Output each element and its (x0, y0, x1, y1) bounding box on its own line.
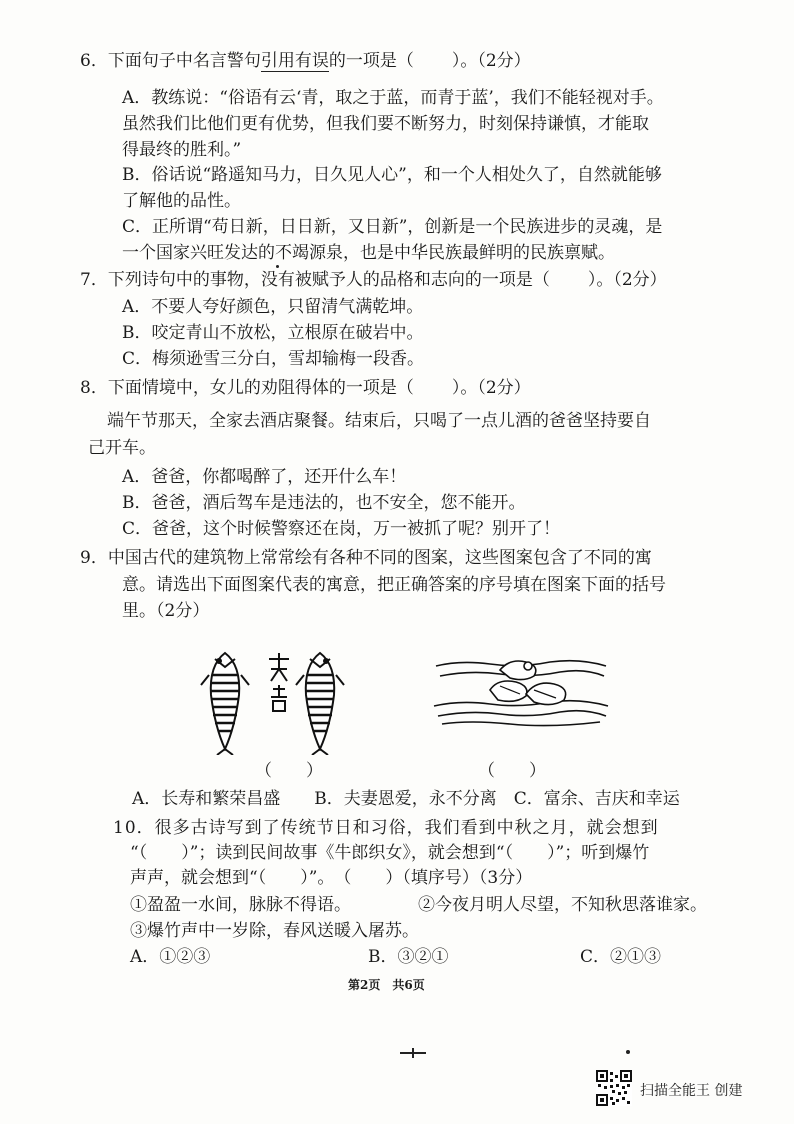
q9-stem-line2: 意。请选出下面图案代表的寓意，把正确答案的序号填在图案下面的括号 (122, 575, 666, 595)
right-fish (296, 653, 344, 755)
qr-code-icon (596, 1070, 632, 1106)
q9-answer-paren-1[interactable]: （ ） (255, 761, 323, 781)
q8-passage-line1: 端午节那天，全家去酒店聚餐。结束后，只喝了一点儿酒的爸爸坚持要自 (107, 411, 651, 431)
q8-stem: 8．下面情境中，女儿的劝阻得体的一项是（ ）。（2分） (80, 378, 531, 398)
q10-stem-line2: “（ ）”；读到民间故事《牛郎织女》，就会想到“（ ）”；听到爆竹 (130, 843, 650, 863)
q7-option-c: C．梅须逊雪三分白，雪却输梅一段香。 (122, 349, 425, 369)
mandarin-ducks-pattern-image (430, 650, 610, 730)
scanner-brand-label: 扫描全能王 创建 (640, 1083, 743, 1099)
q9-options: A．长寿和繁荣昌盛 B．夫妻恩爱，永不分离 C．富余、吉庆和幸运 (132, 789, 680, 809)
left-fish (201, 653, 249, 755)
q6-stem: 6．下面句子中名言警句引用有误的一项是（ ）。（2分） (80, 51, 531, 71)
q8-option-c: C．爸爸，这个时候警察还在岗，万一被抓了呢？别开了！ (122, 519, 561, 539)
q10-option-b: B．③②① (368, 947, 449, 967)
q6-option-a-line1: A．教练说：“俗语有云‘青，取之于蓝，而青于蓝’，我们不能轻视对手。 (122, 88, 664, 108)
q6-option-c-line1: C．正所谓“苟日新，日日新，又日新”，创新是一个民族进步的灵魂，是 (122, 217, 663, 237)
q7-option-a: A．不要人夸好颜色，只留清气满乾坤。 (122, 297, 424, 317)
q8-option-a: A．爸爸，你都喝醉了，还开什么车！ (122, 467, 407, 487)
q10-option-c: C．②①③ (580, 947, 662, 967)
q6-emphasis: 引用有误 (260, 51, 329, 71)
q10-stem-line1: 10．很多古诗写到了传统节日和习俗，我们看到中秋之月，就会想到 (113, 818, 659, 838)
q8-passage-line2: 己开车。 (88, 438, 156, 458)
q6-option-a-line3: 得最终的胜利。” (122, 140, 242, 160)
q9-stem-line1: 9．中国古代的建筑物上常常绘有各种不同的图案，这些图案包含了不同的寓 (80, 548, 652, 568)
q10-poem-1: ①盈盈一水间，脉脉不得语。 (130, 895, 351, 915)
q6-option-b-line2: 了解他的品性。 (122, 191, 241, 211)
q6-option-c-line2: 一个国家兴旺发达的不竭源泉，也是中华民族最鲜明的民族禀赋。 (122, 243, 615, 263)
q7-emphasis: 没有 (260, 270, 295, 290)
q10-poem-3: ③爆竹声中一岁除，春风送暖入屠苏。 (130, 921, 419, 941)
q10-option-a: A．①②③ (130, 947, 211, 967)
q10-poem-2: ②今夜月明人尽望，不知秋思落谁家。 (418, 895, 707, 915)
q7-stem: 7．下列诗句中的事物，没有被赋予人的品格和志向的一项是（ ）。（2分） (80, 270, 667, 290)
q6-option-b-line1: B．俗话说“路遥知马力，日久见人心”，和一个人相处久了，自然就能够 (122, 165, 662, 185)
double-fish-pattern-image (195, 645, 370, 755)
scan-dot (626, 1050, 630, 1054)
q6-option-a-line2: 虽然我们比他们更有优势，但我们要不断努力，时刻保持谦慎，才能取 (122, 114, 649, 134)
q10-stem-line3: 声声，就会想到“（ ）”。 （ ）（填序号）（3分） (130, 868, 533, 888)
q8-option-b: B．爸爸，酒后驾车是违法的，也不安全，您不能开。 (122, 493, 526, 513)
scan-mark-icon (398, 1046, 428, 1060)
q7-option-b: B．咬定青山不放松，立根原在破岩中。 (122, 323, 424, 343)
seal-glyph (269, 653, 289, 711)
page-number: 第2页 共6页 (348, 978, 425, 992)
q9-stem-line3: 里。（2分） (122, 601, 210, 621)
q9-answer-paren-2[interactable]: （ ） (478, 761, 546, 781)
